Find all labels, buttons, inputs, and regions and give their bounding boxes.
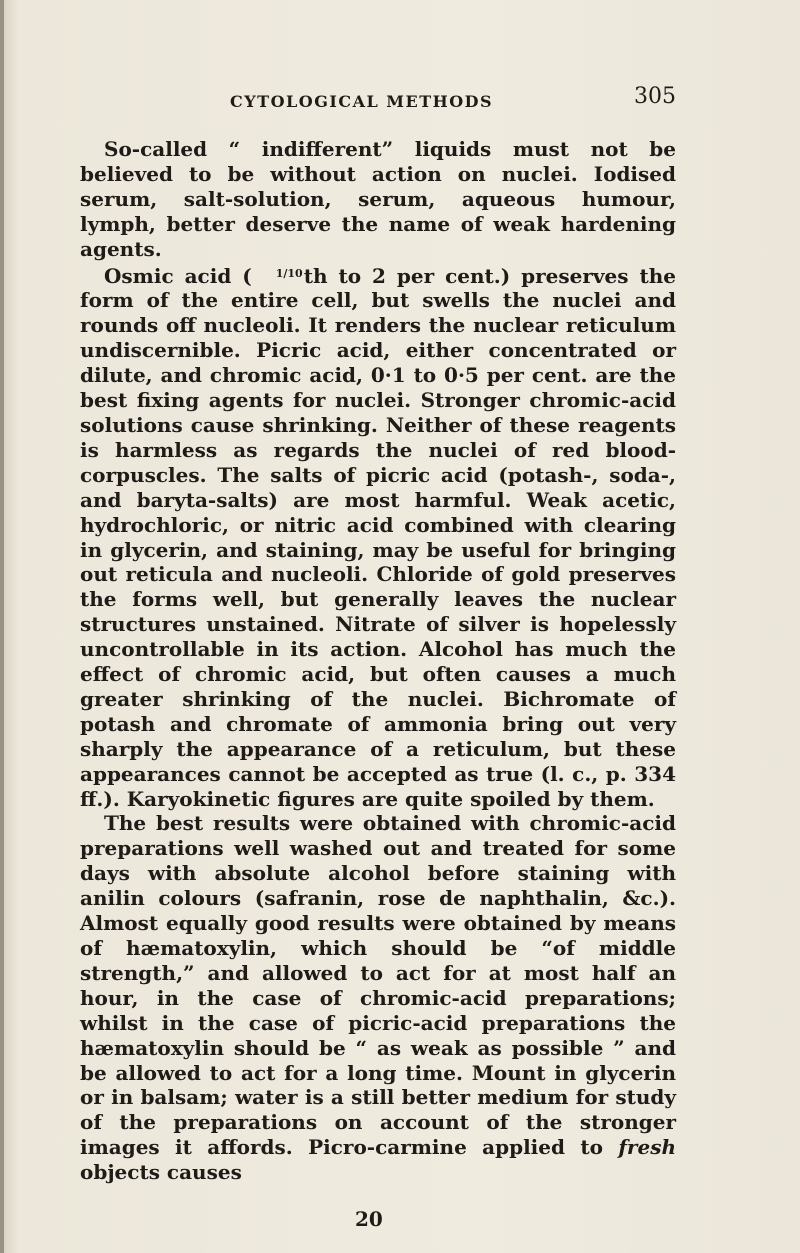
paragraph-2-pre: Osmic acid ( bbox=[104, 263, 252, 288]
fraction-one-tenth: 1/10 bbox=[275, 266, 303, 280]
paragraph-1-text: So-called “ indifferent” liquids must not be believed to be without action on nuclei. Iodised serum, salt-solution, serum, aqueous humour, lymph, better deserve the name of weak hardening agents. bbox=[80, 137, 676, 261]
paragraph-1 bbox=[80, 137, 676, 262]
paragraph-3-pre: The best results were obtained with chromic-acid preparations well washed out and treated for some days with absolute alcohol before staining with anilin colours (safranin, rose de naphthalin, &c.). Almost equally good results were obtained by means of hæmatoxylin, which should be “of middle strength,” and allowed to act for at most half an hour, in the case of chromic-acid preparations; whilst in the case of picric-acid preparations the hæmatoxylin should be “ as weak as possible ” and be allowed to act for a long time. Mount in glycerin or in balsam; water is a still better medium for study of the preparations on account of the stronger images it affords. Picro-carmine applied to bbox=[80, 811, 676, 1160]
page-number: 305 bbox=[634, 84, 676, 109]
paragraph-2-post: th to 2 per cent.) preserves the form of the entire cell, but swells the nuclei and rounds off nucleoli. It renders the nuclear reticulum undiscernible. Picric acid, either concentrated or dilute, and chromic acid, 0·1 to 0·5 per cent. are the best fixing agents for nuclei. Stronger chromic-acid solutions cause shrinking. Neither of these reagents is harmless as regards the nuclei of red blood-corpuscles. The salts of picric acid (potash-, soda-, and baryta-salts) are most harmful. Weak acetic, hydrochloric, or nitric acid combined with clearing in glycerin, and staining, may be useful for bringing out reticula and nucleoli. Chloride of gold preserves the forms well, but generally leaves the nuclear structures unstained. Nitrate of silver is hopelessly uncontrollable in its action. Alcohol has much the effect of chromic acid, but often causes a much greater shrinking of the nuclei. Bichromate of potash and chromate of ammonia bring out very sharply the appearance of a reticulum, but these appearances cannot be accepted as true (l. c., p. 334 ff.). Karyokinetic figures are quite spoiled by them. bbox=[80, 263, 676, 811]
paragraph-2 bbox=[80, 262, 676, 812]
running-head: CYTOLOGICAL METHODS bbox=[230, 92, 494, 111]
paragraph-3 bbox=[80, 811, 676, 1185]
italic-fresh: fresh bbox=[618, 1135, 676, 1160]
body-text bbox=[80, 137, 676, 1185]
paragraph-3-post: objects causes bbox=[80, 1160, 242, 1185]
page-gutter-shadow bbox=[0, 0, 4, 1253]
signature-mark: 20 bbox=[355, 1207, 383, 1231]
page-header bbox=[80, 84, 676, 118]
